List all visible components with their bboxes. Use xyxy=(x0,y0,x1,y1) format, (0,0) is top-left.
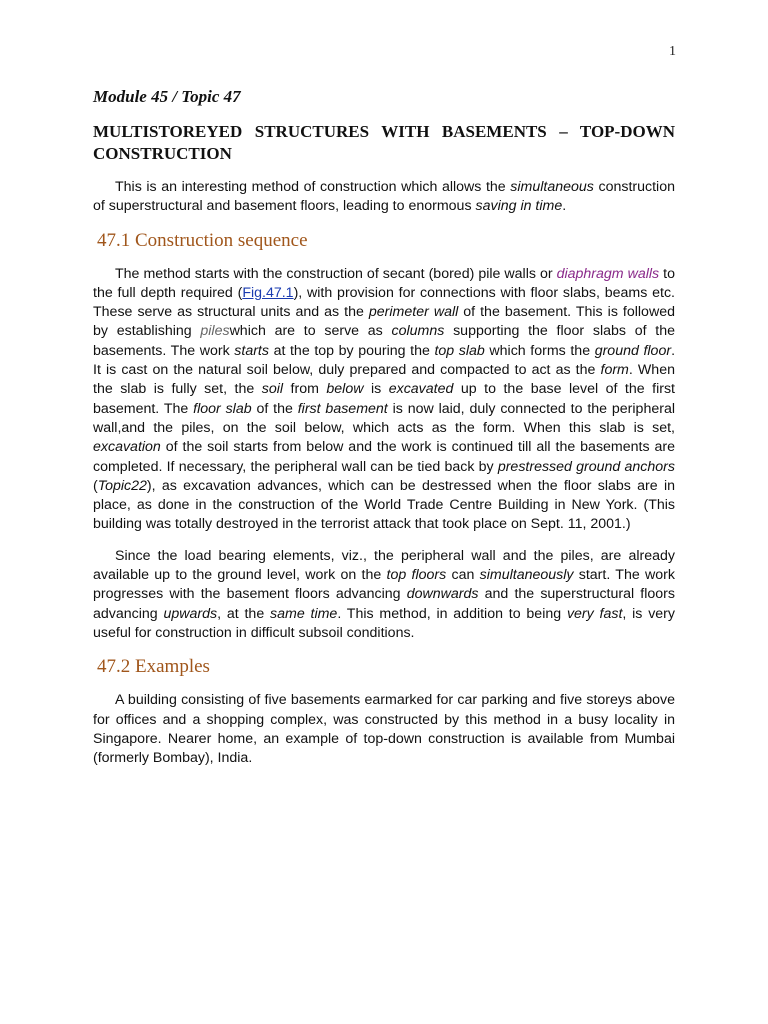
intro-text: construction of superstructural and basement floors, leading to enormous xyxy=(93,179,675,215)
term-excavation: excavation xyxy=(93,439,161,456)
term-columns: columns xyxy=(391,323,445,340)
term-downwards: downwards xyxy=(406,586,479,603)
paragraph-text: The method starts with the construction of secant (bored) pile walls or xyxy=(115,265,557,282)
section-heading-construction-sequence: 47.1 Construction sequence xyxy=(97,229,308,251)
intro-emphasis-simultaneous: simultaneous xyxy=(510,179,594,195)
term-ground-floor: ground floor xyxy=(594,342,672,359)
paragraph-text: can xyxy=(446,567,480,584)
term-simultaneously: simultaneously xyxy=(479,567,574,584)
paragraph-text: is now laid, duly connected to the peripheral wall,and the piles, on the soil below, which acts as the form. When this slab is set, xyxy=(93,400,675,436)
paragraph-text: , at the xyxy=(217,605,271,622)
page-number: 1 xyxy=(669,44,676,59)
section-heading-examples: 47.2 Examples xyxy=(97,656,210,678)
paragraph-text: is xyxy=(363,381,389,398)
document-title: MULTISTOREYED STRUCTURES WITH BASEMENTS – TOP-DOWN CONSTRUCTION xyxy=(93,122,675,163)
paragraph-text: . When the slab is fully set, the xyxy=(93,362,675,398)
paragraph-text: from xyxy=(283,381,327,398)
term-excavated: excavated xyxy=(388,381,454,398)
examples-paragraph: A building consisting of five basements earmarked for car parking and five storeys above for offices and a shopping complex, was constructed by this method in a busy locality in Singapore. Nearer home, an example of top-down construction is available from Mumbai (formerly Bombay), India. xyxy=(93,692,675,767)
paragraph-text: which forms the xyxy=(484,342,595,359)
term-starts: starts xyxy=(234,342,269,359)
paragraph-text: which are to serve as xyxy=(229,323,392,340)
paragraph-text: of the xyxy=(251,400,298,417)
intro-paragraph xyxy=(93,178,675,217)
term-prestressed-ground-anchors: prestressed ground anchors xyxy=(497,458,675,475)
paragraph-text: at the top by pouring the xyxy=(268,342,435,359)
paragraph-text: up to the base level of the first basement. The xyxy=(93,381,675,417)
paragraph-text: start. The work progresses with the basement floors advancing xyxy=(93,567,675,603)
paragraph-text: . It is cast on the natural soil below, duly prepared and compacted to act as the xyxy=(93,342,676,379)
term-very-fast: very fast xyxy=(566,605,623,622)
term-piles: piles xyxy=(200,323,230,340)
term-soil: soil xyxy=(261,381,284,398)
page-content xyxy=(93,86,675,780)
term-top-slab: top slab xyxy=(434,342,485,359)
paragraph-text: ), as excavation advances, which can be destressed when the floor slabs are in place, as done in the construction of the World Trade Centre Building in New York. (This building was totally destroyed in the terrorist attack that took place on Sept. 11, 2001.) xyxy=(93,477,675,533)
intro-text: This is an interesting method of construction which allows the xyxy=(115,179,511,195)
term-topic22: Topic22 xyxy=(97,477,147,494)
paragraph-text: to the full depth required ( xyxy=(93,265,675,301)
term-perimeter-wall: perimeter wall xyxy=(368,304,459,321)
term-diaphragm-walls: diaphragm walls xyxy=(556,265,660,282)
term-below: below xyxy=(326,381,364,398)
term-form: form xyxy=(600,362,629,379)
module-topic-label: Module 45 / Topic 47 xyxy=(93,87,241,106)
paragraph-text: of the soil starts from below and the work is continued till all the basements are completed. If necessary, the peripheral wall can be tied back by xyxy=(93,439,675,475)
construction-sequence-paragraph-2 xyxy=(93,547,675,643)
term-same-time: same time xyxy=(270,605,338,622)
figure-link-47-1[interactable]: Fig.47.1 xyxy=(242,284,294,301)
intro-text: . xyxy=(562,198,567,215)
paragraph-text: . This method, in addition to being xyxy=(337,605,567,622)
paragraph-text: supporting the floor slabs of the basements. The work xyxy=(93,323,675,359)
term-upwards: upwards xyxy=(163,605,218,622)
intro-emphasis-saving-time: saving in time xyxy=(475,198,563,215)
paragraph-text: ( xyxy=(93,477,98,494)
term-top-floors: top floors xyxy=(386,567,447,584)
paragraph-text: ), with provision for connections with floor slabs, beams etc. These serve as structural units and as the xyxy=(93,284,675,321)
term-floor-slab: floor slab xyxy=(193,400,252,417)
paragraph-text: , is very useful for construction in difficult subsoil conditions. xyxy=(93,605,675,641)
term-first-basement: first basement xyxy=(297,400,388,417)
paragraph-text: and the superstructural floors advancing xyxy=(93,586,676,622)
construction-sequence-paragraph-1 xyxy=(93,265,675,535)
paragraph-text: Since the load bearing elements, viz., the peripheral wall and the piles, are already available up to the ground level, work on the xyxy=(93,547,675,584)
paragraph-text: of the basement. This is followed by establishing xyxy=(93,304,675,340)
